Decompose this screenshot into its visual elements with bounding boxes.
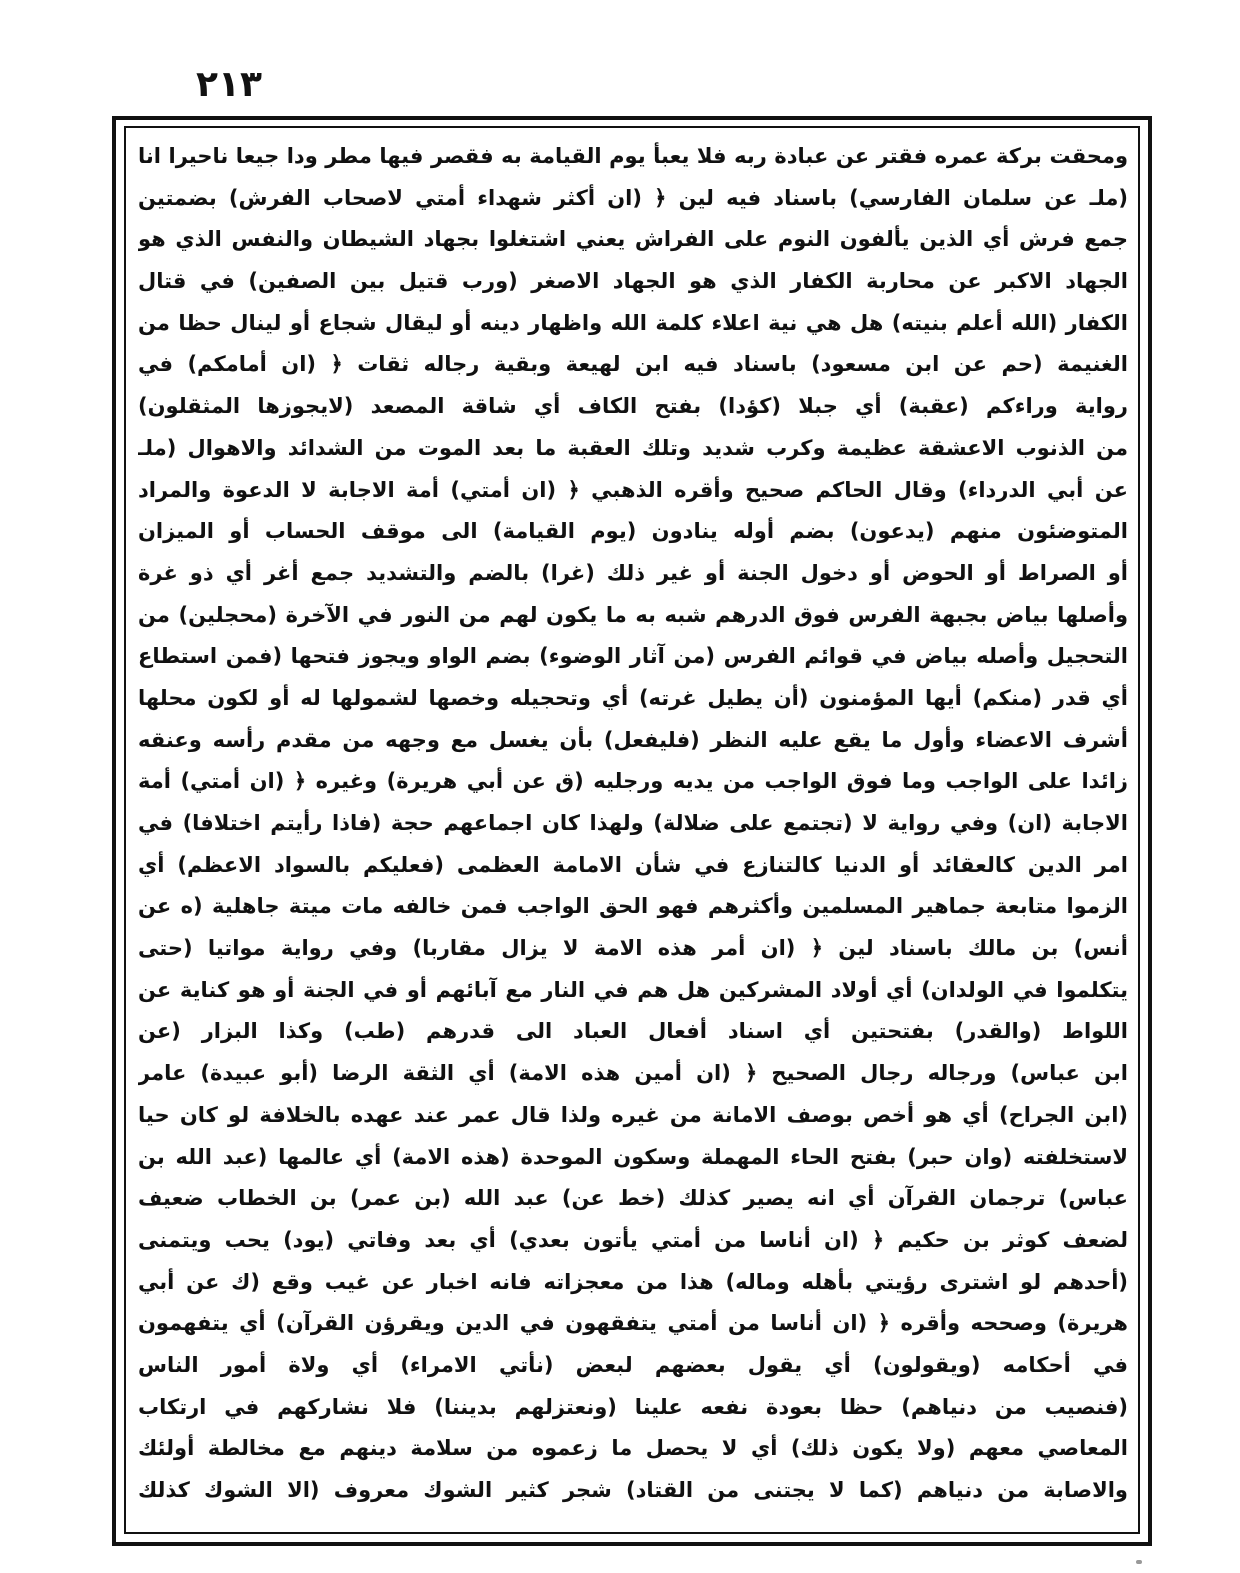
- scan-speck: [1136, 1560, 1142, 1564]
- text-line: والاصابة من دنياهم (كما لا يجتنى من القتاد) شجر كثير الشوك معروف (الا الشوك كذلك: [138, 1478, 1128, 1502]
- text-line: أو الصراط أو الحوض أو دخول الجنة أو غير ذلك (غرا) بالضم والتشديد جمع أغر أي ذو غرة: [138, 560, 1128, 585]
- text-line: (ملـ عن سلمان الفارسي) باسناد فيه لين ﴿ (ان أكثر شهداء أمتي لاصحاب الفرش) بضمتين: [138, 185, 1128, 210]
- text-line: لاستخلفته (وان حبر) بفتح الحاء المهملة وسكون الموحدة (هذه الامة) أي عالمها (عبد الله بن: [138, 1144, 1128, 1169]
- text-line: جمع فرش أي الذين يألفون النوم على الفراش يعني اشتغلوا بجهاد الشيطان والنفس الذي هو: [138, 227, 1128, 252]
- text-line: المتوضئون منهم (يدعون) بضم أوله ينادون (يوم القيامة) الى موقف الحساب أو الميزان: [138, 519, 1128, 544]
- text-line: رواية وراءكم (عقبة) أي جبلا (كؤدا) بفتح الكاف أي شاقة المصعد (لايجوزها المثقلون): [138, 394, 1128, 419]
- text-line: (أحدهم لو اشترى رؤيتي بأهله وماله) هذا من معجزاته فانه اخبار عن غيب وقع (ك عن أبي: [138, 1269, 1128, 1294]
- text-line: ومحقت بركة عمره فقتر عن عبادة ربه فلا يعبأ يوم القيامة به فقصر فيها مطر ودا جيعا ناحيرا انا: [138, 144, 1128, 168]
- text-line: هريرة) وصححه وأقره ﴿ (ان أناسا من أمتي يتفقهون في الدين ويقرؤن القرآن) أي يتفهمون: [138, 1311, 1128, 1336]
- page-number: ٢١٣: [196, 64, 262, 105]
- text-line: (فنصيب من دنياهم) حظا بعودة نفعه علينا (ونعتزلهم بديننا) فلا نشاركهم في ارتكاب: [138, 1394, 1128, 1419]
- text-line: الغنيمة (حم عن ابن مسعود) باسناد فيه ابن لهيعة وبقية رجاله ثقات ﴿ (ان أمامكم) في: [138, 352, 1128, 377]
- text-line: المعاصي معهم (ولا يكون ذلك) أي لا يحصل ما زعموه من سلامة دينهم مع مخالطة أولئك: [138, 1436, 1128, 1461]
- text-line: الجهاد الاكبر عن محاربة الكفار الذي هو الجهاد الاصغر (ورب قتيل بين الصفين) في قتال: [138, 269, 1128, 294]
- text-line: زائدا على الواجب وما فوق الواجب من يديه ورجليه (ق عن أبي هريرة) وغيره ﴿ (ان أمتي) أمة: [138, 769, 1128, 794]
- text-line: أشرف الاعضاء وأول ما يقع عليه النظر (فليفعل) بأن يغسل مع وجهه من مقدم رأسه وعنقه: [138, 727, 1128, 752]
- text-line: عن أبي الدرداء) وقال الحاكم صحيح وأقره الذهبي ﴿ (ان أمتي) أمة الاجابة لا الدعوة والمراد: [138, 477, 1128, 502]
- text-line: اللواط (والقدر) بفتحتين أي اسناد أفعال العباد الى قدرهم (طب) وكذا البزار (عن: [138, 1019, 1128, 1044]
- text-line: الزموا متابعة جماهير المسلمين وأكثرهم فهو الحق الواجب فمن خالفه مات ميتة جاهلية (ه عن: [138, 894, 1128, 919]
- text-line: وأصلها بياض بجبهة الفرس فوق الدرهم شبه به ما يكون لهم من النور في الآخرة (محجلين) من: [138, 602, 1128, 627]
- text-line: عباس) ترجمان القرآن أي انه يصير كذلك (خط عن) عبد الله (بن عمر) بن الخطاب ضعيف: [138, 1186, 1128, 1211]
- text-line: الكفار (الله أعلم بنيته) هل هي نية اعلاء كلمة الله واظهار دينه أو ليقال شجاع أو لينال حظا من: [138, 310, 1128, 335]
- text-line: التحجيل وأصله بياض في قوائم الفرس (من آثار الوضوء) بضم الواو ويجوز فتحها (فمن استطاع: [138, 644, 1128, 669]
- text-line: (ابن الجراح) أي هو أخص بوصف الامانة من غيره ولذا قال عمر عند عهده بالخلافة لو كان حيا: [138, 1102, 1128, 1127]
- text-line: ابن عباس) ورجاله رجال الصحيح ﴿ (ان أمين هذه الامة) أي الثقة الرضا (أبو عبيدة) عامر: [138, 1061, 1128, 1086]
- text-line: امر الدين كالعقائد أو الدنيا كالتنازع في شأن الامامة العظمى (فعليكم بالسواد الاعظم) أي: [138, 852, 1128, 877]
- text-line: أي قدر (منكم) أيها المؤمنون (أن يطيل غرته) أي وتحجيله وخصها لشمولها له أو لكون محلها: [138, 685, 1128, 710]
- arabic-text-body: [138, 136, 1128, 1528]
- text-line: لضعف كوثر بن حكيم ﴿ (ان أناسا من أمتي يأتون بعدي) أي بعد وفاتي (يود) يحب ويتمنى: [138, 1227, 1128, 1252]
- text-line: يتكلموا في الولدان) أي أولاد المشركين هل هم في النار مع آبائهم أو في الجنة أو هو كناية عن: [138, 977, 1128, 1002]
- text-line: أنس) بن مالك باسناد لين ﴿ (ان أمر هذه الامة لا يزال مقاربا) وفي رواية مواتيا (حتى: [138, 936, 1128, 961]
- text-line: في أحكامه (ويقولون) أي يقول بعضهم لبعض (نأتي الامراء) أي ولاة أمور الناس: [138, 1352, 1128, 1377]
- text-line: الاجابة (ان) وفي رواية لا (تجتمع على ضلالة) ولهذا كان اجماعهم حجة (فاذا رأيتم اختلافا) في: [138, 811, 1128, 835]
- text-line: من الذنوب الاعشقة عظيمة وكرب شديد وتلك العقبة ما بعد الموت من الشدائد والاهوال (ملـ: [138, 435, 1128, 460]
